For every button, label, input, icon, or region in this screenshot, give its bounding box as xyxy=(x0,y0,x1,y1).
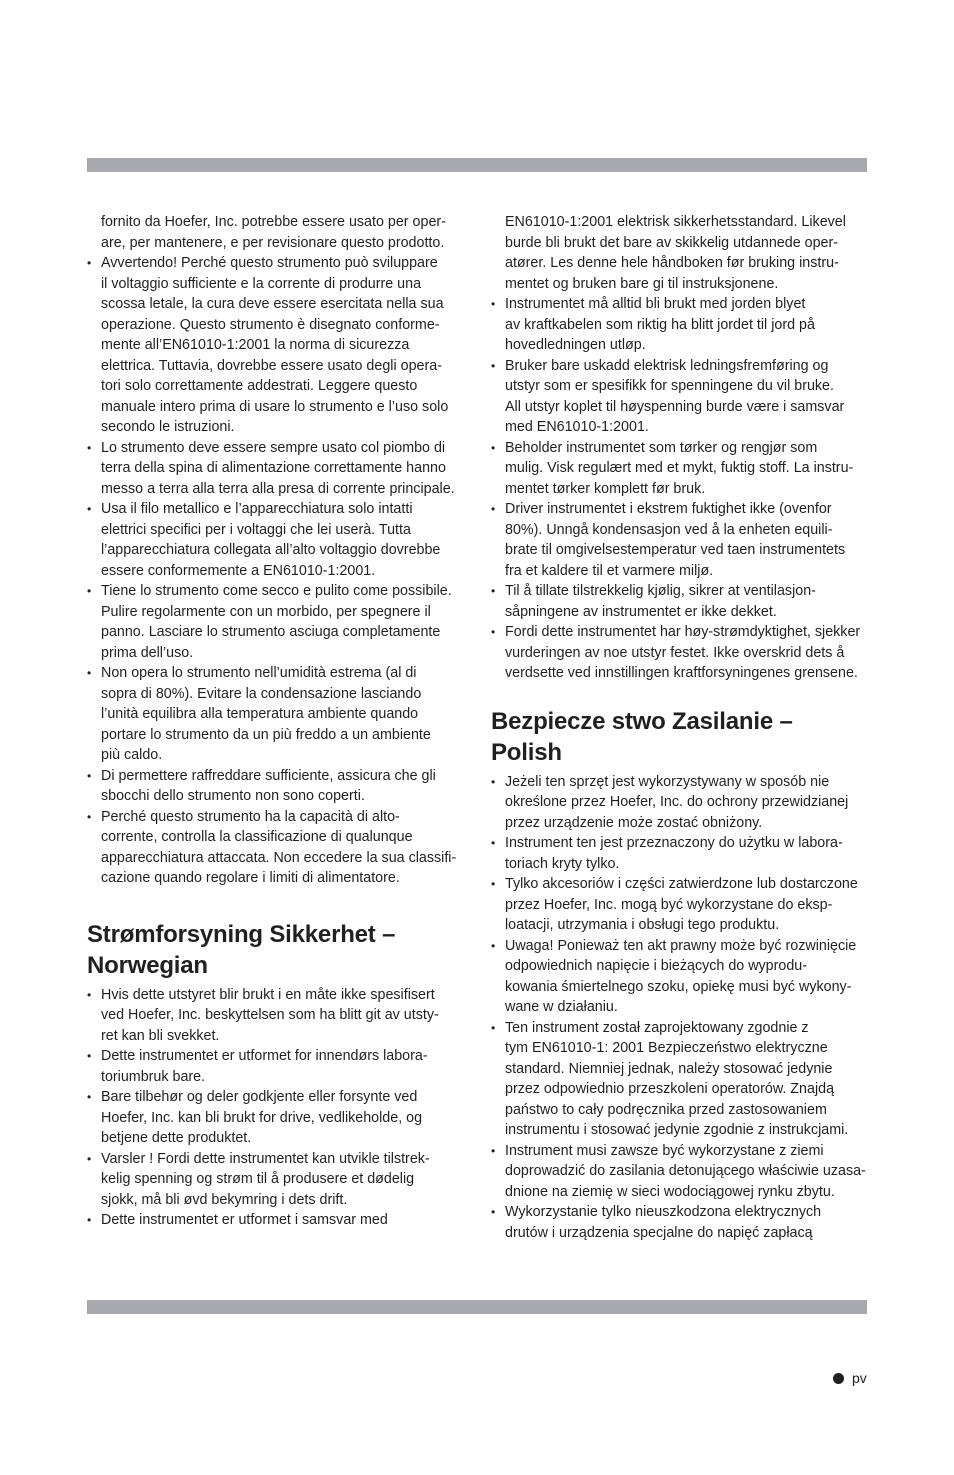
right-column xyxy=(491,212,869,1243)
list-item: • Dette instrumentet er utformet for innendørs labora- toriumbruk bare. xyxy=(87,1046,465,1087)
page-number: pv xyxy=(852,1370,867,1386)
list-item: • Hvis dette utstyret blir brukt i en måte ikke spesifisert ved Hoefer, Inc. beskyttelsen som ha blitt git av utsty- ret kan bli svekket. xyxy=(87,985,465,1047)
list-item: • Instrument ten jest przeznaczony do użytku w labora- toriach kryty tylko. xyxy=(491,833,869,874)
list-item: • Fordi dette instrumentet har høy-strømdyktighet, sjekker vurderingen av noe utstyr festet. Ikke overskrid dets å verdsette ved innstillingen kraftforsyningenes grensene. xyxy=(491,622,869,684)
list-item: • Jeżeli ten sprzęt jest wykorzystywany w sposób nie określone przez Hoefer, Inc. do ochrony przewidzianej przez urządzenie może zostać obniżony. xyxy=(491,772,869,834)
list-item: • Ten instrument został zaprojektowany zgodnie z tym EN61010-1: 2001 Bezpieczeństwo elektryczne standard. Niemniej jednak, należy stosować jedynie przez odpowiednio przeszkoleni operatorów. Znajdą państwo to cały podręcznika przed zastosowaniem instrumentu i stosować jedynie zgodnie z instrukcjami. xyxy=(491,1018,869,1141)
norwegian-safety-list-right xyxy=(491,294,869,684)
left-column xyxy=(87,212,465,1231)
norwegian-safety-list-left xyxy=(87,985,465,1231)
list-item: • Lo strumento deve essere sempre usato col piombo di terra della spina di alimentazione correttamente hanno messo a terra alla terra alla presa di corrente principale. xyxy=(87,438,465,500)
list-item: • Usa il filo metallico e l’apparecchiatura solo intatti elettrici specifici per i voltaggi che lei userà. Tutta l’apparecchiatura collegata all’alto voltaggio dovrebbe essere conformemente a EN61010-1:2001. xyxy=(87,499,465,581)
list-item: • Avvertendo! Perché questo strumento può sviluppare il voltaggio sufficiente e la corrente di produrre una scossa letale, la cura deve essere esercitata nella sua operazione. Questo strumento è disegnato conforme- mente all’EN61010-1:2001 la norma di sicurezza elettrica. Tuttavia, dovrebbe essere usato degli opera- tori solo correttamente addestrati. Leggere questo manuale intero prima di usare lo strumento e l’uso solo secondo le istruzioni. xyxy=(87,253,465,438)
norwegian-continuation-text: EN61010-1:2001 elektrisk sikkerhetsstandard. Likevel burde bli brukt det bare av skikkelig utdannede oper- atører. Les denne hele håndboken før bruking instru- mentet og bruken bare gi til instruksjonene. xyxy=(505,214,846,292)
polish-section-heading: Bezpiecze stwo Zasilanie – Polish xyxy=(491,707,793,766)
list-item: • Di permettere raffreddare sufficiente, assicura che gli sbocchi dello strumento non sono coperti. xyxy=(87,766,465,807)
italian-safety-list xyxy=(87,253,465,889)
norwegian-section-heading: Strømforsyning Sikkerhet – Norwegian xyxy=(87,920,396,979)
list-item: • Varsler ! Fordi dette instrumentet kan utvikle tilstrek- kelig spenning og strøm til å produsere et dødelig sjokk, må bli øvd bekymring i dets drift. xyxy=(87,1149,465,1211)
list-item: • Bare tilbehør og deler godkjente eller forsynte ved Hoefer, Inc. kan bli brukt for drive, vedlikeholde, og betjene dette produktet. xyxy=(87,1087,465,1149)
list-item: • Til å tillate tilstrekkelig kjølig, sikrer at ventilasjon- såpningene av instrumentet er ikke dekket. xyxy=(491,581,869,622)
list-item: • Non opera lo strumento nell’umidità estrema (al di sopra di 80%). Evitare la condensazione lasciando l’unità equilibra alla temperatura ambiente quando portare lo strumento da un più freddo a un ambiente più caldo. xyxy=(87,663,465,766)
list-item: • Beholder instrumentet som tørker og rengjør som mulig. Visk regulært med et mykt, fuktig stoff. La instru- mentet tørker komplett før bruk. xyxy=(491,438,869,500)
footer-rule xyxy=(87,1300,867,1314)
list-item: • Tylko akcesoriów i części zatwierdzone lub dostarczone przez Hoefer, Inc. mogą być wykorzystane do eksp- loatacji, utrzymania i obsługi tego produktu. xyxy=(491,874,869,936)
list-item: • Perché questo strumento ha la capacità di alto- corrente, controlla la classificazione di qualunque apparecchiatura attaccata. Non eccedere la sua classifi- cazione quando regolare i limiti di alimentatore. xyxy=(87,807,465,889)
italian-continuation-text: fornito da Hoefer, Inc. potrebbe essere usato per oper- are, per mantenere, e per revisionare questo prodotto. xyxy=(101,214,446,251)
list-item: • Instrumentet må alltid bli brukt med jorden blyet av kraftkabelen som riktig ha blitt jordet til jord på hovedledningen utløp. xyxy=(491,294,869,356)
header-rule xyxy=(87,158,867,172)
bullet-dot-icon xyxy=(833,1373,844,1384)
list-item: • Wykorzystanie tylko nieuszkodzona elektrycznych drutów i urządzenia specjalne do napięć zapłacą xyxy=(491,1202,869,1243)
polish-safety-list xyxy=(491,772,869,1244)
list-item: • Tiene lo strumento come secco e pulito come possibile. Pulire regolarmente con un morbido, per spegnere il panno. Lasciare lo strumento asciuga completamente prima dell’uso. xyxy=(87,581,465,663)
list-item: • Uwaga! Ponieważ ten akt prawny może być rozwinięcie odpowiednich napięcie i bieżących do wyprodu- kowania śmiertelnego szoku, opiekę musi być wykony- wane w działaniu. xyxy=(491,936,869,1018)
list-item: • Instrument musi zawsze być wykorzystane z ziemi doprowadzić do zasilania detonującego właściwie uzasa- dnione na ziemię w sieci wodociągowej rynku zbytu. xyxy=(491,1141,869,1203)
list-item: • Bruker bare uskadd elektrisk ledningsfremføring og utstyr som er spesifikk for spenningene du vil bruke. All utstyr koplet til høyspenning burde være i samsvar med EN61010-1:2001. xyxy=(491,356,869,438)
list-item: • Dette instrumentet er utformet i samsvar med xyxy=(87,1210,465,1231)
page-footer xyxy=(833,1370,867,1386)
list-item: • Driver instrumentet i ekstrem fuktighet ikke (ovenfor 80%). Unngå kondensasjon ved å la enheten equili- brate til omgivelsestemperatur ved taen instrumentets fra et kaldere til et varmere miljø. xyxy=(491,499,869,581)
